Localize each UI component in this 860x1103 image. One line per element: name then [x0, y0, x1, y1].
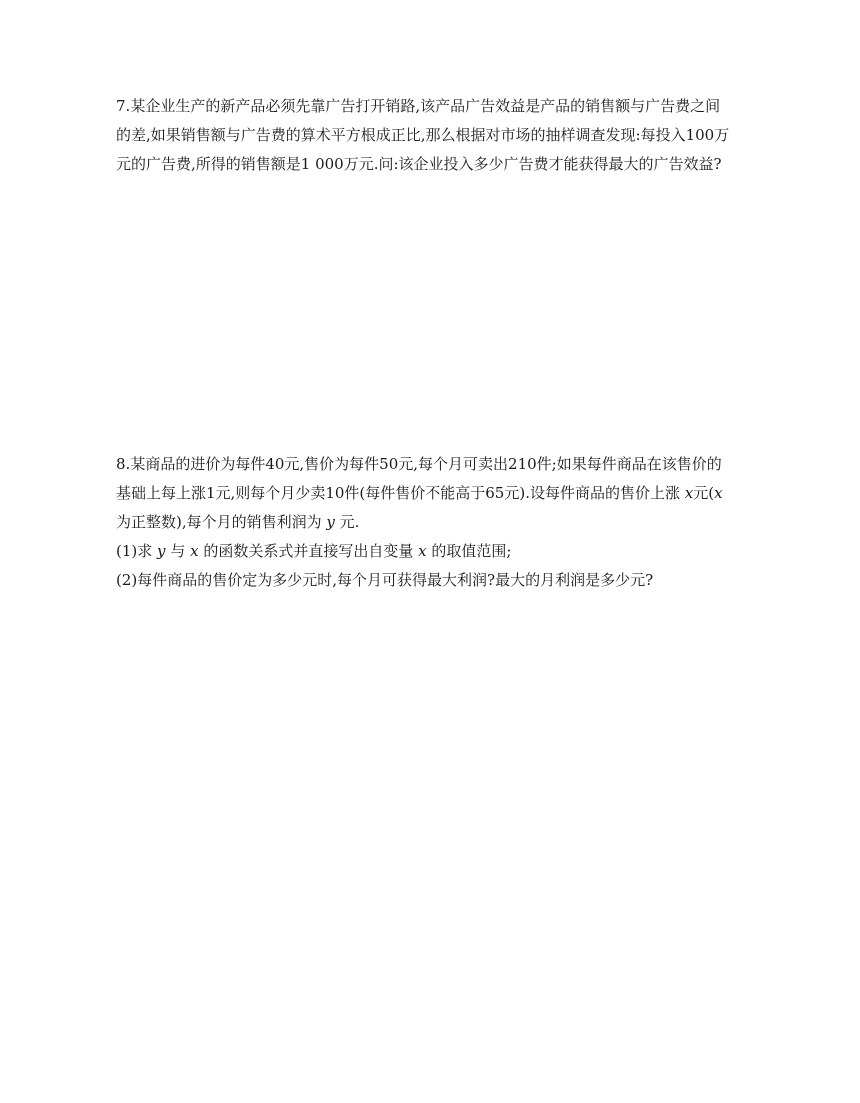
sub-question-1-text-b: 与 [170, 542, 186, 560]
sub-question-1-label: (1) [116, 542, 138, 560]
problem-7-line-2: 的差,如果销售额与广告费的算术平方根成正比,那么根据对市场的抽样调查发现:每投入100万 [116, 126, 730, 144]
variable-x: x [684, 484, 694, 502]
sub-question-2-label: (2) [116, 571, 138, 589]
problem-8-text-2: 基础上每上涨1元,则每个月少卖10件(每件售价不能高于65元).设每件商品的售价上涨 [116, 484, 680, 502]
problem-7-number: 7. [116, 97, 131, 115]
problem-8-number: 8. [116, 455, 131, 473]
sub-question-2 [116, 566, 756, 595]
problem-8-line-2 [116, 479, 756, 508]
problem-8 [116, 450, 756, 595]
variable-y: y [326, 513, 335, 531]
unit-yuan-open: 元( [693, 484, 715, 502]
problem-8-line-1 [116, 450, 756, 479]
problem-8-text-1: 某商品的进价为每件40元,售价为每件50元,每个月可卖出210件;如果每件商品在该售价的 [130, 455, 722, 473]
problem-8-text-4: 元. [339, 513, 360, 531]
variable-y: y [157, 542, 166, 560]
sub-question-2-text: 每件商品的售价定为多少元时,每个月可获得最大利润?最大的月利润是多少元? [137, 571, 654, 589]
sub-question-1 [116, 537, 756, 566]
problem-7-text-1: 某企业生产的新产品必须先靠广告打开销路,该产品广告效益是产品的销售额与广告费之间 [130, 97, 721, 115]
sub-question-1-text-d: 的取值范围; [431, 542, 512, 560]
sub-question-1-text-a: 求 [137, 542, 153, 560]
variable-x: x [418, 542, 427, 560]
sub-question-1-text-c: 的函数关系式并直接写出自变量 [203, 542, 414, 560]
variable-x: x [714, 484, 723, 502]
problem-7 [116, 92, 756, 179]
problem-7-line-1 [116, 92, 756, 121]
variable-x: x [190, 542, 199, 560]
problem-8-text-3: 为正整数),每个月的销售利润为 [116, 513, 322, 531]
problem-8-line-3 [116, 508, 756, 537]
problem-7-line-3: 元的广告费,所得的销售额是1 000万元.问:该企业投入多少广告费才能获得最大的广告效益? [116, 155, 722, 173]
